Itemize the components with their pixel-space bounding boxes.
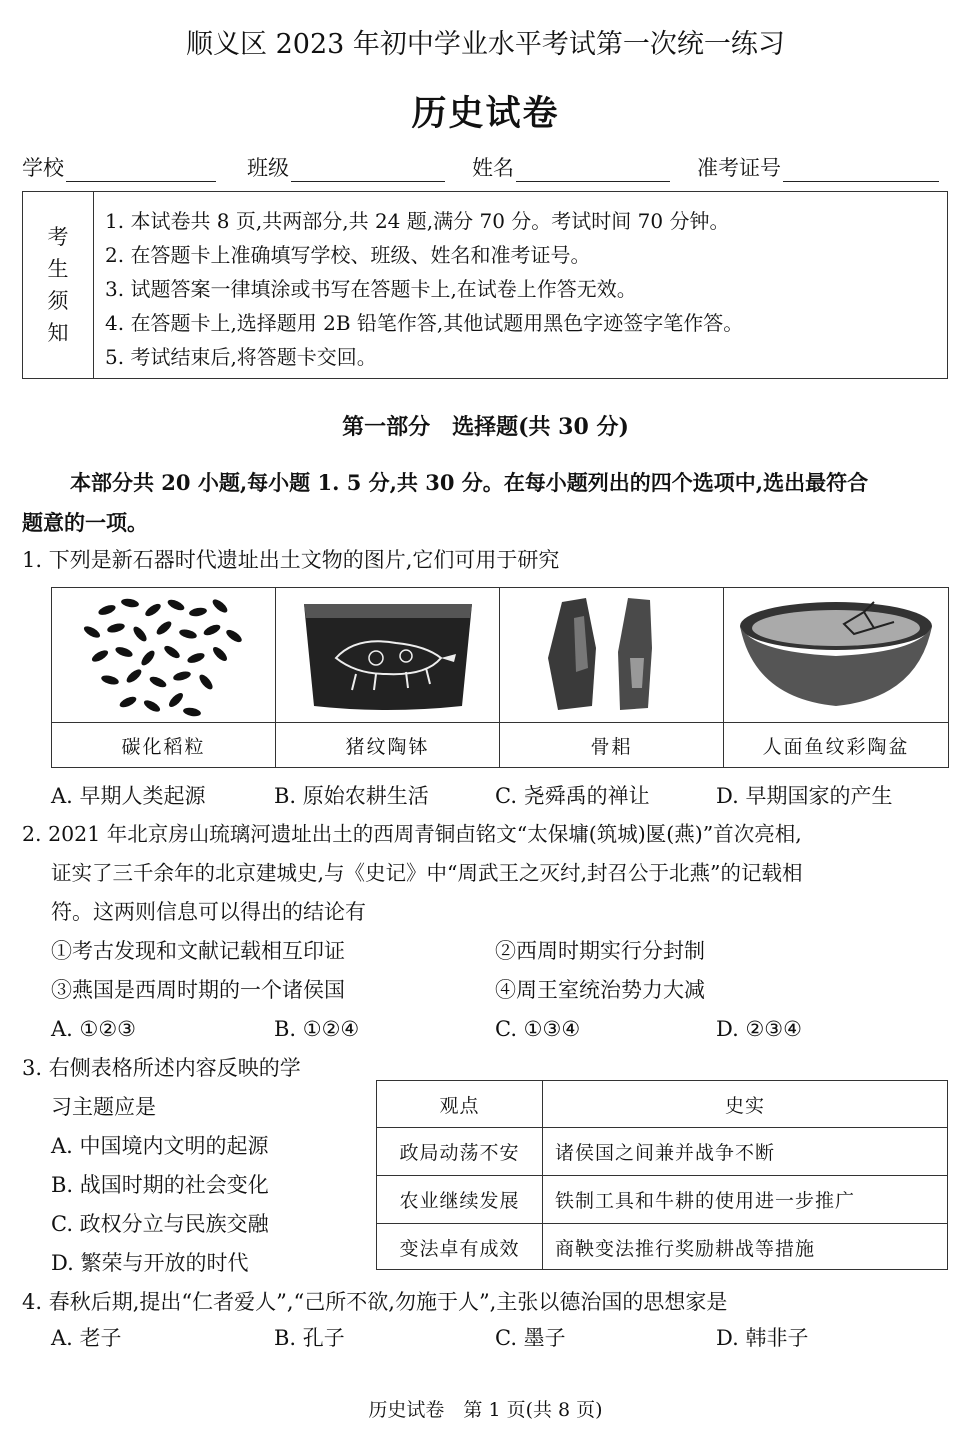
question-2-stem-cont: 证实了三千余年的北京建城史,与《史记》中“周武王之灭纣,封召公于北燕”的记载相: [51, 861, 803, 885]
question-2-stem: 2. 2021 年北京房山琉璃河遗址出土的西周青铜卣铭文“太保墉(筑城)匽(燕)”首次亮相,: [22, 822, 802, 846]
q1-option-a[interactable]: A. 早期人类起源: [51, 784, 206, 808]
table-header-viewpoint: 观点: [377, 1081, 543, 1127]
artifact-fish-basin: [724, 588, 948, 767]
field-class: 班级: [247, 152, 445, 182]
q3-option-a[interactable]: A. 中国境内文明的起源: [51, 1134, 269, 1158]
table-row: 农业继续发展 铁制工具和牛耕的使用进一步推广: [377, 1176, 947, 1224]
artifact-picture-table: [51, 587, 949, 768]
table-row: 政局动荡不安 诸侯国之间兼并战争不断: [377, 1128, 947, 1176]
artifact-bone-spade: [500, 588, 724, 767]
class-blank[interactable]: [291, 161, 445, 182]
q4-option-c[interactable]: C. 墨子: [495, 1326, 566, 1350]
q2-statement-4: ④周王室统治势力大减: [495, 978, 705, 1002]
part-one-title: 第一部分 选择题(共 30 分): [342, 414, 629, 440]
table-header-facts: 史实: [724, 1094, 765, 1117]
q4-option-a[interactable]: A. 老子: [51, 1326, 122, 1350]
caption-rice: 碳化稻粒: [121, 736, 206, 758]
notice-item: 1. 本试卷共 8 页,共两部分,共 24 题,满分 70 分。考试时间 70 分钟。: [105, 209, 730, 233]
field-school: 学校: [22, 152, 216, 182]
question-3-stem-cont: 习主题应是: [51, 1095, 156, 1119]
part-one-intro: 本部分共 20 小题,每小题 1. 5 分,共 30 分。在每小题列出的四个选项中,选出最符合: [70, 470, 869, 495]
q4-option-d[interactable]: D. 韩非子: [716, 1326, 809, 1350]
q3-option-d[interactable]: D. 繁荣与开放的时代: [51, 1251, 249, 1275]
notice-item: 3. 试题答案一律填涂或书写在答题卡上,在试卷上作答无效。: [105, 277, 637, 301]
field-name: 姓名: [472, 152, 670, 182]
notice-label: 考 生 须 知: [23, 192, 94, 378]
q3-option-c[interactable]: C. 政权分立与民族交融: [51, 1212, 269, 1236]
q2-option-d[interactable]: D. ②③④: [716, 1017, 802, 1041]
q1-option-c[interactable]: C. 尧舜禹的禅让: [495, 784, 650, 808]
bone-spade-image: [500, 588, 723, 723]
pig-pattern-bowl-image: [276, 588, 499, 723]
q3-table: [376, 1080, 948, 1270]
caption-fish-basin: 人面鱼纹彩陶盆: [762, 736, 910, 758]
artifact-rice: [52, 588, 276, 767]
notice-items: [105, 204, 743, 374]
notice-item: 5. 考试结束后,将答题卡交回。: [105, 345, 377, 369]
field-ticket-number: 准考证号: [697, 152, 939, 182]
q2-option-b[interactable]: B. ①②④: [274, 1017, 360, 1041]
part-one-intro-cont: 题意的一项。: [22, 510, 148, 535]
q1-option-b[interactable]: B. 原始农耕生活: [274, 784, 429, 808]
question-1-stem: 1. 下列是新石器时代遗址出土文物的图片,它们可用于研究: [22, 548, 560, 572]
q2-statement-3: ③燕国是西周时期的一个诸侯国: [51, 978, 345, 1002]
notice-item: 4. 在答题卡上,选择题用 2B 铅笔作答,其他试题用黑色字迹签字笔作答。: [105, 311, 744, 335]
exam-title: 顺义区 2023 年初中学业水平考试第一次统一练习: [186, 29, 785, 60]
carbonized-rice-image: [52, 588, 275, 723]
table-header-row: [377, 1081, 947, 1128]
question-3-stem: 3. 右侧表格所述内容反映的学: [22, 1056, 301, 1080]
q4-option-b[interactable]: B. 孔子: [274, 1326, 345, 1350]
question-4-stem: 4. 春秋后期,提出“仁者爱人”,“己所不欲,勿施于人”,主张以德治国的思想家是: [22, 1290, 728, 1314]
notice-item: 2. 在答题卡上准确填写学校、班级、姓名和准考证号。: [105, 243, 591, 267]
exam-subject-title: 历史试卷: [411, 93, 560, 134]
table-row: 变法卓有成效 商鞅变法推行奖励耕战等措施: [377, 1224, 947, 1270]
ticket-number-blank[interactable]: [783, 161, 939, 182]
artifact-pig-bowl: [276, 588, 500, 767]
q2-option-a[interactable]: A. ①②③: [51, 1017, 136, 1041]
question-2-stem-end: 符。这两则信息可以得出的结论有: [51, 900, 366, 924]
name-blank[interactable]: [516, 161, 670, 182]
q2-statement-2: ②西周时期实行分封制: [495, 939, 705, 963]
school-blank[interactable]: [66, 161, 216, 182]
page-footer: 历史试卷 第 1 页(共 8 页): [368, 1399, 603, 1421]
q2-option-c[interactable]: C. ①③④: [495, 1017, 581, 1041]
q2-statement-1: ①考古发现和文献记载相互印证: [51, 939, 345, 963]
q3-option-b[interactable]: B. 战国时期的社会变化: [51, 1173, 269, 1197]
notice-box: [22, 191, 948, 379]
caption-pig-bowl: 猪纹陶钵: [345, 736, 430, 758]
q1-option-d[interactable]: D. 早期国家的产生: [716, 784, 893, 808]
fish-pattern-basin-image: [724, 588, 948, 723]
caption-bone-spade: 骨耜: [590, 736, 633, 758]
